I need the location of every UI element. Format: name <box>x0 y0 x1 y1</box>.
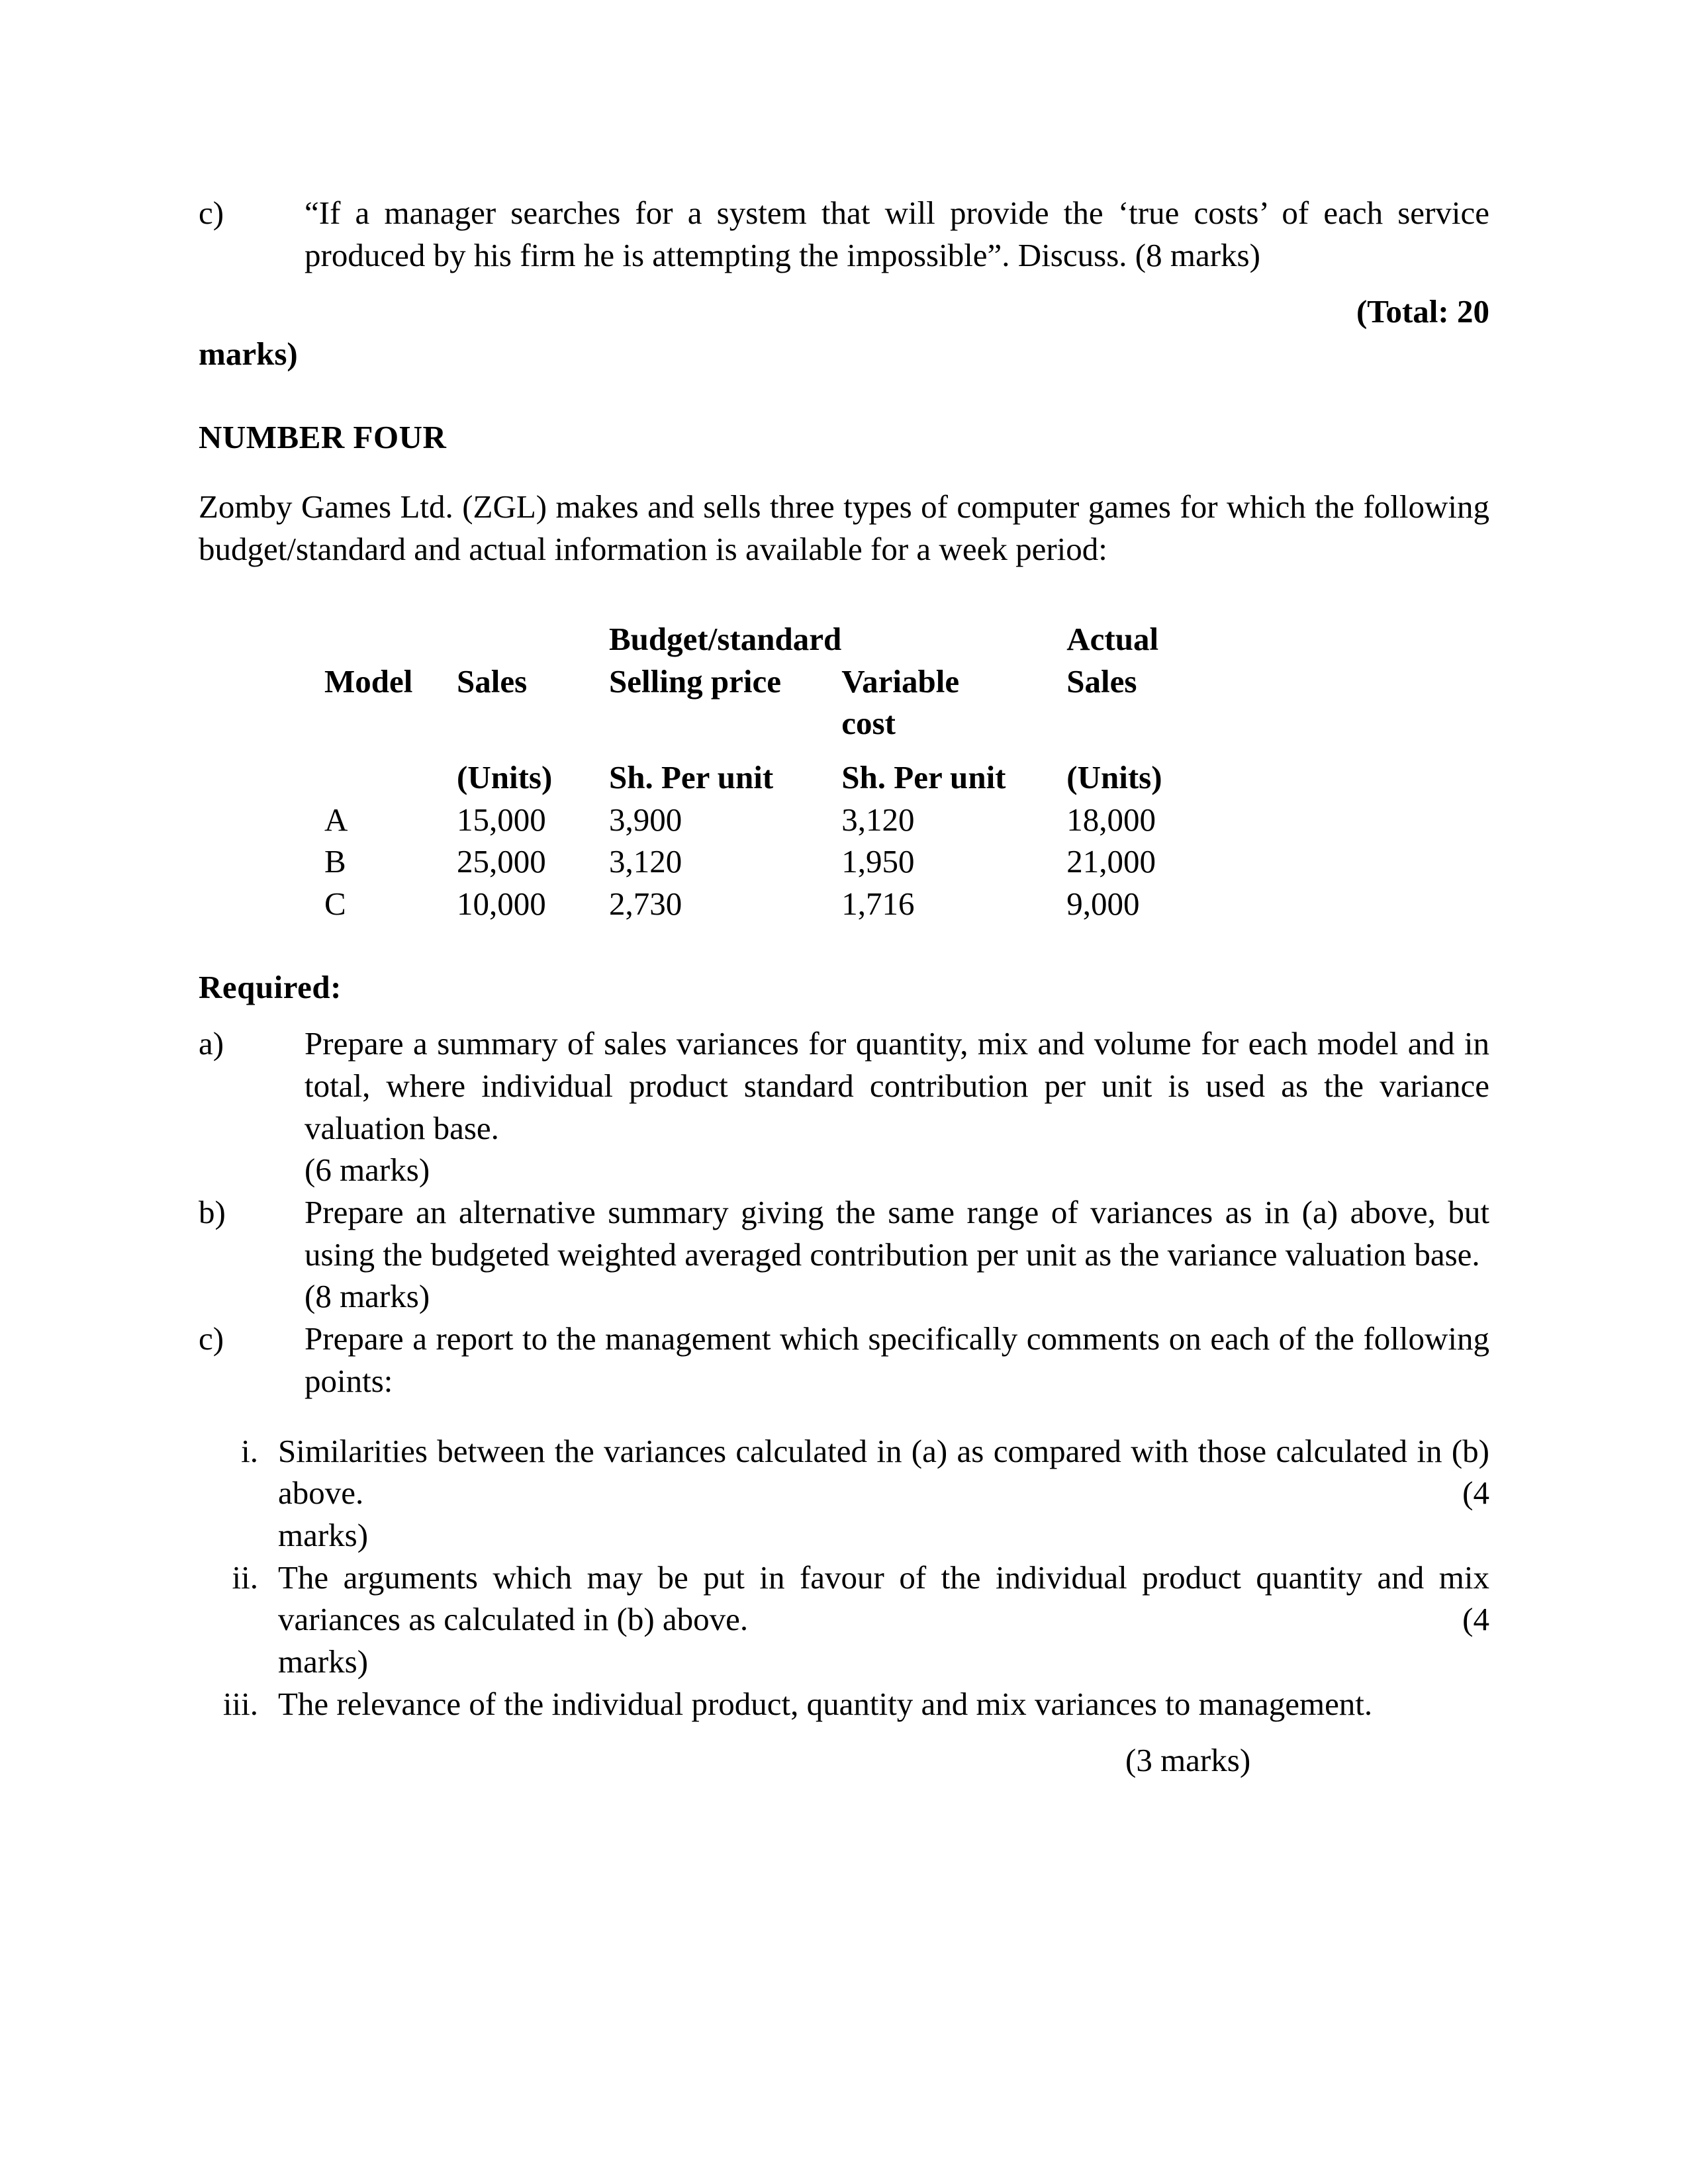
spacer <box>199 458 1489 486</box>
cell-actual-sales: 9,000 <box>1066 885 1140 922</box>
spacer <box>199 570 1489 612</box>
spacer-cell-5 <box>1066 745 1225 756</box>
table-row <box>324 883 1225 925</box>
group-header-blank-1 <box>324 618 457 660</box>
spacer <box>199 1725 1489 1739</box>
cell-selling-price: 3,900 <box>609 801 682 838</box>
cell-budget-sales: 15,000 <box>457 801 546 838</box>
required-item-a-marks: (6 marks) <box>305 1152 430 1189</box>
required-item-c-text: Prepare a report to the management which specifically comments on each of the following points: <box>305 1320 1489 1399</box>
table-row <box>324 841 1225 883</box>
required-heading: Required: <box>199 968 342 1005</box>
unit-header-selling-price-unit: Sh. Per unit <box>609 758 774 796</box>
list-marker-i: i. <box>241 1432 258 1469</box>
table-column-header-row <box>324 660 1225 703</box>
table-group-header-row <box>324 618 1225 660</box>
cell-model: B <box>324 843 346 880</box>
roman-item-ii-marks-next: marks) <box>278 1643 369 1680</box>
table-unit-header-row <box>324 756 1225 799</box>
required-item-c <box>199 1318 1489 1402</box>
table-row <box>324 799 1225 841</box>
roman-item-i <box>199 1430 1489 1514</box>
final-marks-row <box>199 1739 1489 1782</box>
group-header-blank-2 <box>457 618 609 660</box>
subheader-blank-1 <box>324 702 457 745</box>
column-header-actual-sales: Sales <box>1066 662 1137 700</box>
total-marks-right: (Total: 20 <box>1356 293 1489 330</box>
final-marks: (3 marks) <box>1125 1742 1251 1779</box>
group-header-budget-standard: Budget/standard <box>609 620 842 657</box>
list-marker-c2: c) <box>199 1320 224 1357</box>
cell-selling-price: 3,120 <box>609 843 682 880</box>
spacer-cell-4 <box>841 745 1066 756</box>
spacer-cell-3 <box>609 745 841 756</box>
roman-item-ii-text <box>278 1557 1489 1641</box>
roman-item-ii <box>199 1557 1489 1641</box>
cell-variable-cost: 1,716 <box>841 885 915 922</box>
cell-variable-cost: 3,120 <box>841 801 915 838</box>
list-marker-iii: iii. <box>222 1685 258 1722</box>
unit-header-variable-cost-unit: Sh. Per unit <box>841 758 1006 796</box>
roman-item-i-marks-inline: (4 <box>1462 1475 1489 1512</box>
spacer <box>199 925 1489 966</box>
group-header-actual: Actual <box>1066 620 1159 657</box>
list-marker-c: c) <box>199 195 224 231</box>
column-header-variable-cost-line2: cost <box>841 705 896 742</box>
table-column-header-row-2 <box>324 702 1225 745</box>
roman-item-ii-marks-inline: (4 <box>1462 1601 1489 1638</box>
roman-item-iii <box>199 1683 1489 1725</box>
roman-item-iii-text: The relevance of the individual product, quantity and mix variances to management. <box>278 1685 1373 1722</box>
unit-header-actual-units: (Units) <box>1066 758 1162 796</box>
roman-item-ii-body: The arguments which may be put in favour of the individual product quantity and mix variances as calculated in (b) above. <box>278 1559 1489 1638</box>
list-marker-a: a) <box>199 1025 224 1062</box>
unit-header-sales-units: (Units) <box>457 758 553 796</box>
cell-selling-price: 2,730 <box>609 885 682 922</box>
spacer-cell-2 <box>457 745 609 756</box>
subheader-blank-4 <box>1066 702 1225 745</box>
required-item-b-marks: (8 marks) <box>305 1278 430 1315</box>
cell-budget-sales: 25,000 <box>457 843 546 880</box>
cell-variable-cost: 1,950 <box>841 843 915 880</box>
list-marker-b: b) <box>199 1194 226 1231</box>
subheader-blank-2 <box>457 702 609 745</box>
total-marks-left: marks) <box>199 336 298 373</box>
intro-paragraph: Zomby Games Ltd. (ZGL) makes and sells three types of computer games for which the following budget/standard and actual information is available for a week period: <box>199 488 1489 568</box>
roman-item-i-text <box>278 1430 1489 1514</box>
budget-actual-table <box>324 618 1225 925</box>
roman-item-i-body: Similarities between the variances calculated in (a) as compared with those calculated in (b) above. <box>278 1432 1489 1512</box>
cell-actual-sales: 21,000 <box>1066 843 1156 880</box>
spacer <box>199 1008 1489 1023</box>
question-item-c-previous-text: “If a manager searches for a system that will provide the ‘true costs’ of each service produced by his firm he is attempting the impossible”. Discuss. (8 marks) <box>305 195 1489 273</box>
cell-budget-sales: 10,000 <box>457 885 546 922</box>
cell-model: C <box>324 885 346 922</box>
document-content <box>199 192 1489 1782</box>
spacer-cell-1 <box>324 745 457 756</box>
required-item-a <box>199 1023 1489 1149</box>
section-heading-number-four: NUMBER FOUR <box>199 418 447 455</box>
required-item-a-text: Prepare a summary of sales variances for quantity, mix and volume for each model and in total, where individual product standard contribution per unit is used as the variance valuation base. <box>305 1025 1489 1146</box>
subheader-blank-3 <box>609 702 841 745</box>
spacer <box>199 1402 1489 1430</box>
unit-header-blank <box>324 756 457 799</box>
column-header-sales: Sales <box>457 662 528 700</box>
required-item-b <box>199 1191 1489 1275</box>
cell-model: A <box>324 801 348 838</box>
question-item-c-previous <box>199 192 1489 276</box>
column-header-variable: Variable <box>841 662 960 700</box>
spacer <box>199 375 1489 416</box>
spacer <box>199 276 1489 291</box>
list-marker-ii: ii. <box>232 1559 258 1596</box>
table-row-spacer <box>324 745 1225 756</box>
required-item-b-text: Prepare an alternative summary giving the same range of variances as in (a) above, but using the budgeted weighted averaged contribution per unit as the variance valuation base. <box>305 1194 1489 1273</box>
column-header-selling-price: Selling price <box>609 662 781 700</box>
column-header-model: Model <box>324 662 413 700</box>
roman-item-i-marks-next: marks) <box>278 1516 369 1553</box>
cell-actual-sales: 18,000 <box>1066 801 1156 838</box>
group-header-blank-3 <box>841 618 1066 660</box>
